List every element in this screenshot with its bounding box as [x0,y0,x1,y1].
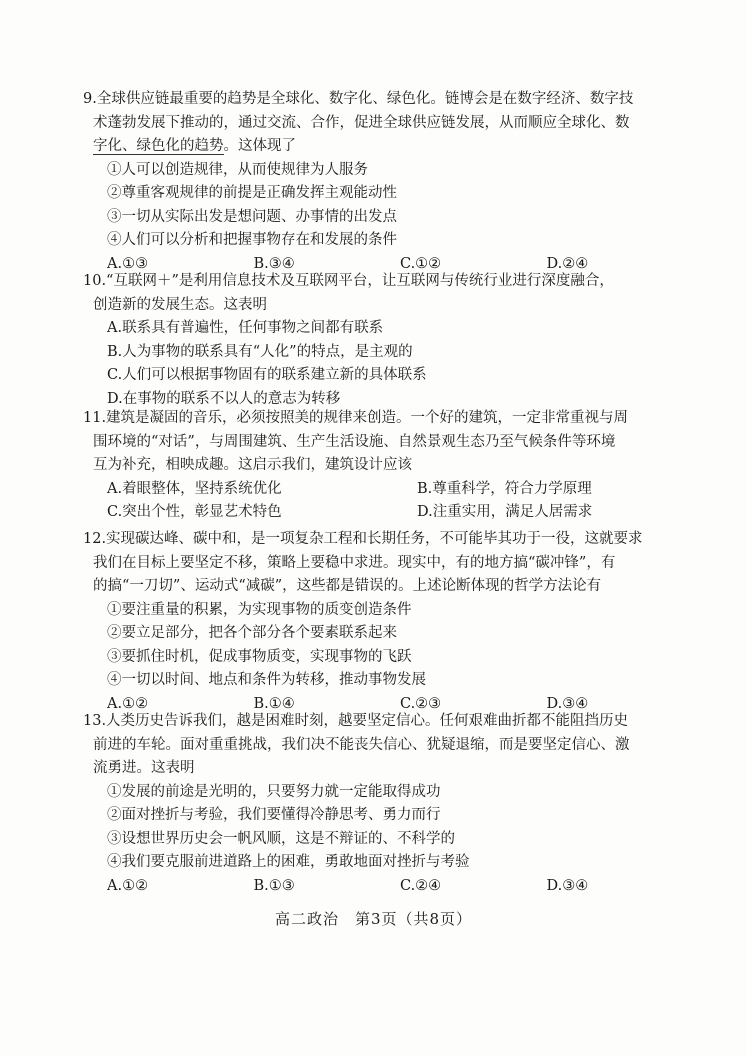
question-13 [83,710,693,898]
q10-stem-line2: 创造新的发展生态。这表明 [93,296,267,313]
q12-choice-c: C.②③ [400,695,442,712]
q9-stem-line3-underlined: 字化、绿色化的趋势 [93,138,224,154]
q9-choice-a: A.①③ [107,255,149,272]
q9-stem-line3-rest: 。这体现了 [223,138,296,154]
q9-option-3: ③一切从实际出发是想问题、办事情的出发点 [107,208,397,225]
q12-option-3: ③要抓住时机，促成事物质变，实现事物的飞跃 [107,648,412,665]
question-11-stem [83,407,693,478]
q11-choice-a: A.着眼整体，坚持系统优化 [107,480,282,497]
q13-stem-line1: 13.人类历史告诉我们，越是困难时刻，越要坚定信心。任何艰难曲折都不能阻挡历史 [83,713,629,729]
q9-choice-d: D.②④ [546,255,589,272]
q12-choice-a: A.①② [107,695,149,712]
q11-stem-line1: 11.建筑是凝固的音乐，必须按照美的规律来创造。一个好的建筑，一定非常重视与周 [83,410,629,426]
question-9-stem [83,88,693,159]
q10-stem-line1: 10.“互联网＋”是利用信息技术及互联网平台，让互联网与传统行业进行深度融合， [83,273,614,289]
q9-option-4: ④人们可以分析和把握事物存在和发展的条件 [107,232,397,248]
q10-option-c: C.人们可以根据事物固有的联系建立新的具体联系 [107,367,427,383]
q13-option-4: ④我们要克服前进道路上的困难，勇敢地面对挫折与考验 [107,854,470,870]
q13-option-3: ③设想世界历史会一帆风顺，这是不辩证的、不科学的 [107,830,455,847]
q13-option-2: ②面对挫折与考验，我们要懂得冷静思考、勇力而行 [107,807,441,823]
question-11 [83,407,693,525]
question-13-stem [83,710,693,781]
q11-choices [93,478,693,525]
q12-stem-line1: 12.实现碳达峰、碳中和，是一项复杂工程和长期任务，不可能毕其功于一役，这就要求 [83,531,643,547]
q13-choice-c: C.②④ [400,877,442,894]
q9-stem-line2: 术蓬勃发展下推动的，通过交流、合作，促进全球供应链发展，从而顺应全球化、数 [93,114,630,131]
question-10 [83,270,693,411]
q11-choice-c: C.突出个性，彰显艺术特色 [107,504,282,520]
question-9 [83,88,693,276]
question-10-stem [83,270,693,317]
q11-stem-line2: 围环境的“对话”，与周围建筑、生产生活设施、自然景观生态乃至气候条件等环境 [93,433,616,450]
q13-stem-line3: 流勇进。这表明 [93,760,195,776]
q12-choice-d: D.③④ [546,695,589,712]
q13-choice-d: D.③④ [546,877,589,894]
q13-choice-a: A.①② [107,877,149,894]
q11-choice-d: D.注重实用，满足人居需求 [417,504,593,520]
q12-option-2: ②要立足部分，把各个部分各个要素联系起来 [107,625,397,641]
q13-choice-b: B.①③ [253,877,295,894]
q12-option-1: ①要注重量的积累，为实现事物的质变创造条件 [107,601,412,618]
q10-option-a: A.联系具有普遍性，任何事物之间都有联系 [107,320,384,336]
q9-option-2: ②尊重客观规律的前提是正确发挥主观能动性 [107,185,397,201]
q13-option-1: ①发展的前途是光明的，只要努力就一定能取得成功 [107,783,441,800]
page-footer: 高二政治 第3页（共8页） [274,910,473,928]
q9-option-1: ①人可以创造规律，从而使规律为人服务 [107,161,368,178]
q10-option-b: B.人为事物的联系具有“人化”的特点，是主观的 [107,343,413,360]
q9-choice-c: C.①② [400,255,442,272]
q12-choice-b: B.①④ [253,695,295,712]
q12-stem-line2: 我们在目标上要坚定不移，策略上要稳中求进。现实中，有的地方搞“碳冲锋”，有 [93,554,616,571]
q9-stem-line1: 9.全球供应链最重要的趋势是全球化、数字化、绿色化。链博会是在数字经济、数字技 [83,91,634,107]
question-12 [83,528,693,716]
q11-choice-b: B.尊重科学，符合力学原理 [417,480,592,497]
q13-choices [93,875,693,899]
question-12-stem [83,528,693,599]
q12-stem-line3: 的搞“一刀切”、运动式“减碳”，这些都是错误的。上述论断体现的哲学方法论有 [93,578,602,594]
q11-stem-line3: 互为补充，相映成趣。这启示我们，建筑设计应该 [93,457,412,473]
q12-option-4: ④一切以时间、地点和条件为转移，推动事物发展 [107,672,426,688]
q9-choice-b: B.③④ [253,255,295,272]
q10-option-d: D.在事物的联系不以人的意志为转移 [107,390,341,407]
q13-stem-line2: 前进的车轮。面对重重挑战，我们决不能丧失信心、犹疑退缩，而是要坚定信心、激 [93,736,630,753]
